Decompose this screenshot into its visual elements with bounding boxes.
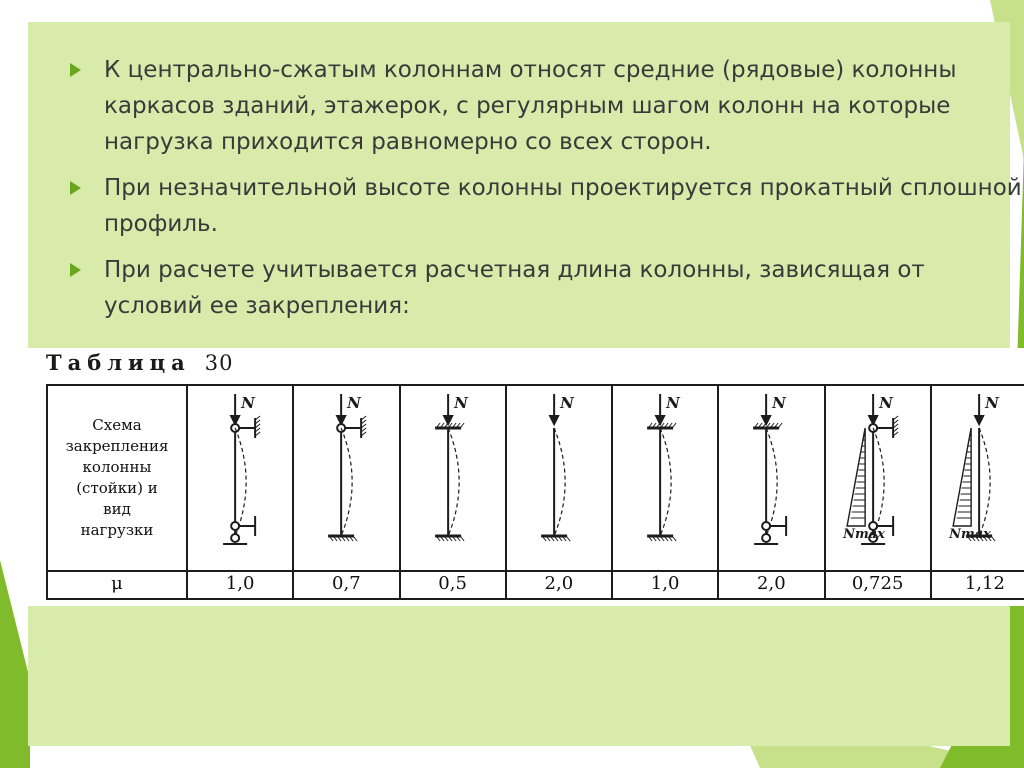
table-30-image: [28, 348, 1024, 606]
column-scheme-icon: [932, 386, 1024, 570]
load-n-label: N: [559, 394, 574, 412]
load-n-label: N: [984, 394, 999, 412]
load-n-label: N: [347, 394, 362, 412]
load-n-label: N: [453, 394, 468, 412]
mu-value-cell: 1,0: [188, 570, 294, 598]
scheme-cell: [507, 386, 613, 570]
load-n-label: N: [772, 394, 787, 412]
mu-value-cell: 1,12: [932, 570, 1024, 598]
scheme-cell: [188, 386, 294, 570]
mu-value-cell: 2,0: [719, 570, 825, 598]
load-n-label: N: [666, 394, 680, 412]
nmax-label: Nmax: [842, 527, 885, 542]
bullet-item-2: [68, 170, 1024, 242]
load-n-label: N: [241, 394, 255, 412]
mu-value-cell: 2,0: [507, 570, 613, 598]
bullet-item-1: [68, 52, 1024, 160]
table-caption: [46, 350, 233, 375]
column-scheme-table: [46, 384, 1024, 600]
load-n-label: N: [878, 394, 893, 412]
column-scheme-icon: [826, 386, 932, 570]
table-header-cell: [48, 386, 188, 570]
bullet-text-1: К центрально-сжатым колоннам относят средние (рядовые) колонны каркасов зданий, этажерок, с регулярным шагом колонн на которые нагрузка приходится равномерно со всех сторон.: [104, 57, 957, 155]
content-panel: [28, 22, 1022, 746]
mu-value-cell: 0,7: [294, 570, 400, 598]
triangle-bullet-icon: [70, 63, 81, 77]
bullet-text-3: При расчете учитывается расчетная длина колонны, зависящая от условий ее закрепления:: [104, 257, 925, 319]
scheme-cell: [401, 386, 507, 570]
mu-value-cell: 1,0: [613, 570, 719, 598]
table-caption-word: Таблица: [46, 350, 191, 375]
mu-label-cell: μ: [48, 570, 188, 598]
table-header-text: Схема закрепления колонны (стойки) и вид нагрузки: [65, 416, 169, 539]
column-scheme-icon: [188, 386, 294, 570]
column-scheme-icon: [507, 386, 613, 570]
scheme-cell: [613, 386, 719, 570]
decor-left-triangles: [0, 560, 30, 768]
scheme-cell: [294, 386, 400, 570]
bullet-item-3: [68, 252, 1024, 324]
column-scheme-icon: [294, 386, 400, 570]
triangle-bullet-icon: [70, 263, 81, 277]
bullet-text-2: При незначительной высоте колонны проектируется прокатный сплошной профиль.: [104, 175, 1022, 237]
column-scheme-icon: [719, 386, 825, 570]
column-scheme-icon: [613, 386, 719, 570]
column-scheme-icon: [401, 386, 507, 570]
mu-value-cell: 0,5: [401, 570, 507, 598]
triangle-bullet-icon: [70, 181, 81, 195]
table-caption-number: 30: [204, 351, 234, 375]
nmax-label: Nmax: [948, 527, 991, 542]
scheme-cell: [719, 386, 825, 570]
scheme-cell: [826, 386, 932, 570]
bullet-list: [68, 52, 1024, 334]
mu-value-cell: 0,725: [826, 570, 932, 598]
scheme-cell: [932, 386, 1024, 570]
